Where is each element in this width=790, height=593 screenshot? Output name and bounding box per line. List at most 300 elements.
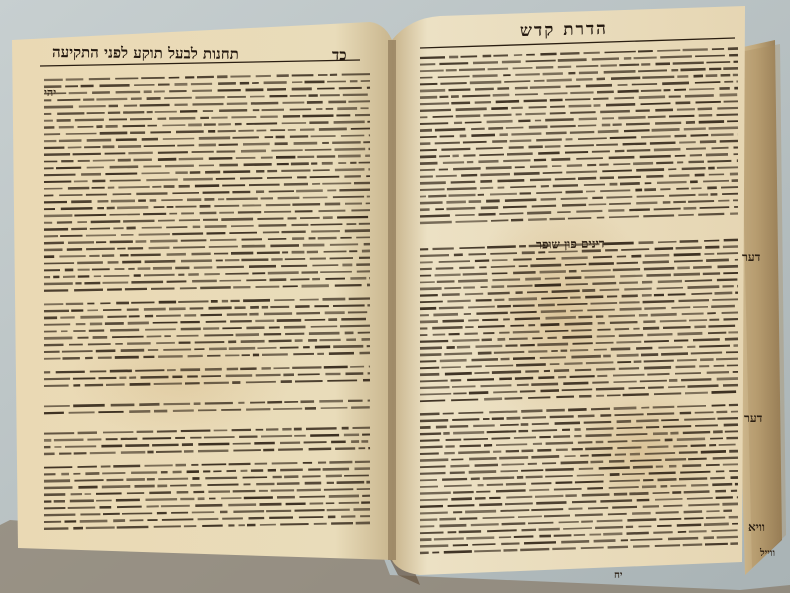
print-line (179, 159, 204, 160)
print-line (689, 89, 714, 90)
print-line (615, 414, 644, 415)
print-line (118, 187, 149, 188)
print-line (44, 324, 70, 325)
print-line (536, 67, 553, 68)
print-line (668, 294, 686, 295)
print-line (233, 137, 259, 138)
print-line (597, 92, 614, 93)
print-line (609, 157, 635, 158)
print-line (589, 204, 607, 205)
print-line (567, 165, 582, 166)
print-line (432, 327, 462, 328)
print-line (173, 247, 205, 248)
print-line (181, 261, 212, 262)
print-line (708, 161, 732, 162)
margin-word: ווייל (760, 548, 776, 559)
print-line (582, 495, 610, 496)
print-line (420, 103, 449, 104)
print-line (570, 376, 595, 377)
print-line (526, 61, 556, 62)
print-line (675, 373, 701, 374)
print-line (74, 480, 103, 481)
print-line (721, 187, 738, 188)
print-line (86, 528, 115, 529)
print-line (514, 437, 536, 438)
print-line (102, 486, 131, 487)
print-line (528, 351, 547, 352)
print-line (164, 98, 192, 99)
print-line (44, 515, 75, 516)
print-line (658, 242, 677, 243)
print-line (613, 269, 640, 270)
print-line (707, 372, 729, 373)
print-line (292, 367, 321, 368)
print-line (450, 426, 469, 427)
print-line (487, 530, 517, 531)
print-line (642, 77, 674, 78)
print-line (536, 140, 562, 141)
print-line (683, 545, 703, 546)
print-line (335, 149, 366, 150)
print-line (117, 527, 149, 528)
print-line (578, 138, 607, 139)
print-line (449, 90, 471, 91)
print-line (420, 123, 448, 124)
print-line (163, 349, 191, 350)
print-line (570, 350, 588, 351)
print-line (713, 458, 738, 459)
print-line (57, 113, 84, 114)
print-line (614, 98, 634, 99)
print-line (472, 359, 499, 360)
print-line (587, 488, 603, 489)
print-line (632, 440, 661, 441)
print-line (44, 488, 73, 489)
print-line (150, 241, 177, 242)
print-line (630, 460, 662, 461)
print-line (502, 62, 521, 63)
print-line (616, 342, 641, 343)
print-line (420, 203, 443, 204)
print-line (441, 367, 461, 368)
print-line (478, 326, 505, 327)
print-line (593, 99, 608, 100)
print-line (518, 516, 542, 517)
print-line (545, 476, 573, 477)
print-line (627, 520, 656, 521)
print-line (587, 310, 615, 311)
print-line (100, 85, 130, 86)
print-line (503, 160, 530, 161)
print-line (471, 135, 495, 136)
print-line (592, 59, 619, 60)
print-line (592, 151, 610, 152)
print-line (541, 324, 560, 325)
print-line (643, 215, 674, 216)
print-line (305, 150, 332, 151)
print-line (198, 444, 229, 445)
print-line (420, 533, 444, 534)
print-line (520, 549, 549, 550)
print-line (123, 221, 154, 222)
print-line (44, 338, 72, 339)
print-line (420, 137, 437, 138)
print-line (464, 439, 489, 440)
print-line (437, 281, 455, 282)
print-line (689, 531, 707, 532)
print-line (311, 224, 343, 225)
print-line (705, 544, 728, 545)
print-line (619, 335, 643, 336)
print-line (420, 473, 446, 474)
print-line (471, 524, 499, 525)
print-line (65, 446, 96, 447)
print-line (280, 524, 308, 525)
print-line (550, 416, 574, 417)
print-line (691, 445, 706, 446)
print-line (531, 456, 559, 457)
print-line (578, 416, 595, 417)
print-line (311, 326, 338, 327)
print-line (506, 128, 524, 129)
print-line (195, 505, 222, 506)
print-line (643, 328, 659, 329)
print-line (662, 83, 689, 84)
print-line (608, 547, 628, 548)
print-line (669, 195, 695, 196)
print-line (452, 419, 479, 420)
print-line (584, 422, 612, 423)
print-line (656, 163, 673, 164)
print-line (496, 444, 527, 445)
print-line (44, 406, 70, 407)
print-line (205, 403, 233, 404)
print-line (613, 375, 645, 376)
print-line (596, 145, 618, 146)
print-line (256, 375, 281, 376)
print-line (492, 279, 520, 280)
print-line (241, 151, 266, 152)
print-line (654, 209, 681, 210)
print-line (435, 129, 465, 130)
print-line (490, 253, 517, 254)
print-line (131, 255, 161, 256)
print-line (561, 462, 589, 463)
print-line (645, 255, 670, 256)
print-line (492, 372, 521, 373)
print-line (513, 332, 540, 333)
print-line (198, 451, 228, 452)
print-line (442, 479, 467, 480)
print-line (337, 482, 365, 483)
print-line (699, 346, 730, 347)
print-line (267, 178, 292, 179)
print-line (493, 392, 517, 393)
print-line (695, 412, 714, 413)
print-line (612, 507, 637, 508)
print-line (555, 179, 576, 180)
print-line (683, 432, 710, 433)
print-line (451, 103, 470, 104)
print-line (627, 533, 649, 534)
print-line (456, 116, 481, 117)
print-line (244, 498, 273, 499)
print-line (663, 426, 691, 427)
print-line (444, 485, 472, 486)
print-line (490, 194, 517, 195)
print-line (145, 329, 176, 330)
print-line (324, 489, 353, 490)
print-line (619, 65, 639, 66)
print-line (144, 146, 175, 147)
print-line (439, 519, 456, 520)
print-line (618, 177, 641, 178)
print-line (656, 512, 679, 513)
print-line (682, 314, 704, 315)
print-line (420, 460, 448, 461)
print-line (112, 337, 144, 338)
print-line (684, 129, 706, 130)
print-line (544, 516, 570, 517)
print-line (251, 103, 278, 104)
print-line (56, 168, 81, 169)
print-line (487, 431, 517, 432)
print-line (603, 534, 622, 535)
print-line (44, 216, 72, 217)
print-line (440, 83, 466, 84)
print-line (627, 150, 651, 151)
print-line (504, 81, 530, 82)
print-line (447, 188, 477, 189)
print-line (54, 440, 84, 441)
print-line (507, 154, 533, 155)
print-line (330, 244, 358, 245)
print-line (446, 208, 475, 209)
print-line (595, 527, 623, 528)
print-line (565, 152, 588, 153)
margin-word: וויא (748, 520, 765, 534)
print-line (492, 438, 511, 439)
print-line (652, 129, 680, 130)
print-line (443, 321, 464, 322)
print-line (606, 197, 632, 198)
print-line (105, 174, 137, 175)
print-line (436, 268, 454, 269)
print-line (420, 110, 451, 111)
print-line (693, 339, 720, 340)
print-line (420, 374, 439, 375)
print-line (448, 505, 475, 506)
print-line (342, 74, 370, 75)
print-line (674, 254, 701, 255)
print-line (603, 243, 634, 244)
print-line (680, 241, 699, 242)
print-line (528, 397, 550, 398)
print-line (711, 306, 735, 307)
print-line (636, 348, 652, 349)
print-line (645, 453, 675, 454)
print-line (540, 271, 566, 272)
print-line (420, 84, 437, 85)
print-line (420, 150, 437, 151)
print-line (556, 482, 573, 483)
print-line (485, 365, 513, 366)
print-line (469, 472, 497, 473)
print-line (524, 100, 547, 101)
print-line (700, 142, 716, 143)
print-line (600, 190, 630, 191)
print-line (688, 459, 707, 460)
print-line (649, 473, 676, 474)
print-line (296, 191, 323, 192)
print-line (563, 528, 592, 529)
print-line (602, 170, 632, 171)
print-line (554, 370, 569, 371)
print-line (420, 387, 450, 388)
print-line (706, 62, 730, 63)
print-line (556, 397, 574, 398)
print-line (246, 382, 276, 383)
print-line (538, 305, 555, 306)
print-line (668, 538, 698, 539)
left-page-header: תחנות לבעל תוקע לפני התקיעה (51, 43, 239, 63)
print-line (86, 235, 116, 236)
print-line (622, 296, 638, 297)
print-line (550, 126, 576, 127)
print-line (617, 428, 643, 429)
print-line (488, 69, 509, 70)
print-line (704, 524, 729, 525)
print-line (679, 478, 707, 479)
print-line (712, 405, 726, 406)
print-line (515, 318, 540, 319)
print-line (158, 152, 188, 153)
print-line (451, 499, 472, 500)
print-line (562, 337, 592, 338)
print-line (420, 434, 441, 435)
print-line (640, 381, 667, 382)
print-line (514, 173, 540, 174)
print-line (156, 316, 181, 317)
print-line (600, 500, 632, 501)
print-line (428, 196, 446, 197)
print-line (479, 155, 504, 156)
print-line (460, 446, 481, 447)
print-line (195, 342, 225, 343)
print-line (695, 82, 721, 83)
print-line (506, 497, 532, 498)
print-line (161, 506, 190, 507)
print-line (73, 154, 101, 155)
print-line (539, 529, 560, 530)
print-line (695, 56, 725, 57)
print-line (193, 104, 224, 105)
print-line (433, 248, 454, 249)
print-line (337, 217, 368, 218)
print-line (443, 162, 464, 163)
print-line (586, 435, 612, 436)
print-line (706, 517, 725, 518)
print-line (530, 166, 547, 167)
print-line (44, 175, 76, 176)
print-line (540, 357, 566, 358)
print-line (86, 249, 115, 250)
print-line (569, 106, 592, 107)
print-line (420, 493, 451, 494)
print-line (646, 275, 671, 276)
print-line (420, 302, 443, 303)
print-line (644, 361, 674, 362)
print-line (596, 369, 615, 370)
print-line (623, 394, 649, 395)
print-line (420, 361, 436, 362)
print-line (611, 78, 640, 79)
print-line (433, 116, 454, 117)
print-line (507, 286, 532, 287)
section-heading: דינים פון שופר (535, 236, 605, 252)
print-line (420, 447, 443, 448)
print-line (488, 128, 503, 129)
print-line (75, 120, 104, 121)
print-line (586, 428, 613, 429)
print-line (562, 258, 588, 259)
print-line (636, 170, 664, 171)
print-line (514, 536, 534, 537)
print-line (660, 321, 687, 322)
print-line (420, 97, 437, 98)
print-line (456, 221, 488, 222)
print-line (44, 284, 73, 285)
print-line (452, 386, 476, 387)
print-line (594, 541, 616, 542)
print-line (420, 394, 451, 395)
print-line (68, 242, 94, 243)
print-line (128, 153, 152, 154)
print-line (641, 136, 671, 137)
print-line (217, 267, 244, 268)
print-line (706, 260, 729, 261)
print-line (655, 110, 673, 111)
print-line (470, 82, 502, 83)
print-line (682, 465, 701, 466)
print-line (510, 187, 536, 188)
print-line (420, 308, 436, 309)
print-line (61, 208, 93, 209)
print-line (329, 353, 354, 354)
print-line (669, 175, 690, 176)
print-line (243, 144, 270, 145)
print-line (79, 106, 106, 107)
print-line (496, 101, 519, 102)
print-line (246, 409, 270, 410)
print-line (700, 207, 730, 208)
print-line (541, 298, 568, 299)
print-line (420, 322, 438, 323)
print-line (486, 168, 512, 169)
print-line (330, 258, 353, 259)
print-line (69, 412, 95, 413)
print-line (117, 507, 142, 508)
print-line (717, 108, 738, 109)
print-line (655, 248, 674, 249)
print-line (559, 522, 579, 523)
print-line (103, 432, 133, 433)
print-line (502, 523, 526, 524)
print-line (529, 127, 548, 128)
print-line (676, 367, 696, 368)
print-line (681, 69, 706, 70)
print-line (608, 441, 628, 442)
